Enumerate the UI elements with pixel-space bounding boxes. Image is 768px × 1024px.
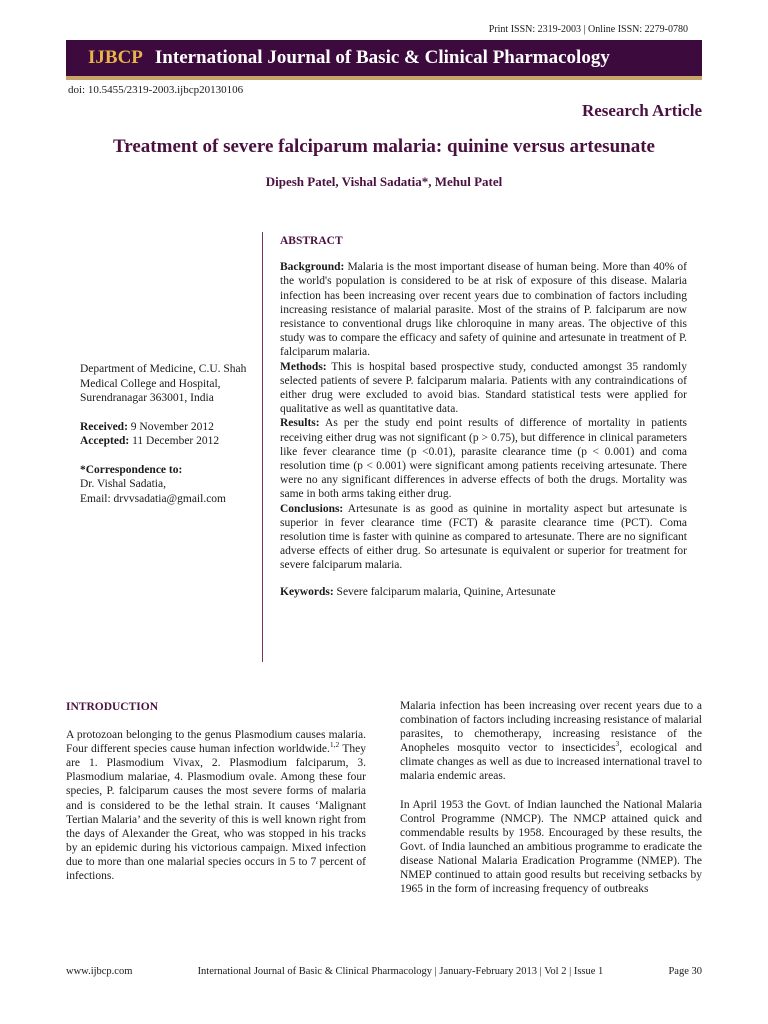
journal-banner: [66, 40, 702, 80]
received-label: Received:: [80, 420, 128, 433]
article-type: Research Article: [581, 101, 702, 120]
left-column: [66, 700, 366, 883]
abstract-block: [280, 234, 687, 599]
right-column: [400, 699, 702, 896]
footer-page-number: Page 30: [668, 966, 702, 977]
footer-citation: International Journal of Basic & Clinical Pharmacology | January-February 2013 | Vol 2 | Issue 1: [197, 966, 604, 977]
accepted-value: 11 December 2012: [129, 435, 220, 447]
abstract-heading: ABSTRACT: [280, 235, 343, 247]
keywords-label: Keywords:: [280, 585, 334, 598]
results-label: Results:: [280, 417, 320, 430]
conclusions-text: Artesunate is as good as quinine in mortality aspect but artesunate is superior in fever clearance time (FCT) & parasite clearance time (PCT). Coma resolution time is faster with quinine as compared to artesunate. There are no significant adverse effects of either drug. So artesunate is equivalent or superior for treatment for severe falciparum malaria.: [280, 502, 687, 572]
abstract-results: [280, 416, 687, 501]
page-footer: [66, 966, 702, 977]
abstract-keywords: [280, 585, 687, 599]
journal-name: International Journal of Basic & Clinical Pharmacology: [154, 47, 610, 68]
accepted-label: Accepted:: [80, 435, 130, 447]
affiliation-block: [80, 362, 250, 506]
background-text: Malaria is the most important disease of human being. More than 40% of the world's population is considered to be at risk of exposure of this disease. Malaria infection has been increasing over recent years due to combination of factors including increasing resistance of malarial parasite. Most of the strains of P. falciparum are now resistance to conventional drugs like chloroquine in many areas. The objective of this study was to compare the efficacy and safety of quinine and artesunate in treatment of P. falciparum malaria.: [280, 261, 687, 359]
citation-1-2: 1,2: [329, 740, 340, 750]
doi: doi: 10.5455/2319-2003.ijbcp20130106: [68, 84, 244, 96]
correspondence-email: Email: drvvsadatia@gmail.com: [80, 492, 226, 505]
journal-abbreviation: IJBCP: [88, 47, 143, 68]
issn-line: Print ISSN: 2319-2003 | Online ISSN: 2279-0780: [488, 24, 688, 35]
correspondence-label: *Correspondence to:: [80, 463, 183, 476]
results-text: As per the study end point results of difference of mortality in patients receiving either drug was not significant (p > 0.75), but difference in clinical parameters like fever clearance time (p <0.01), parasite clearance time (p < 0.001) and coma resolution time (p < 0.001) were significant among patients receiving artesunate. There were no any significant differences in adverse effects of both the drugs. Mortality was same in both arms taking either drug.: [280, 417, 687, 501]
keywords-text: Severe falciparum malaria, Quinine, Artesunate: [333, 585, 556, 598]
received-value: 9 November 2012: [127, 420, 214, 433]
abstract-conclusions: [280, 502, 687, 573]
accepted-date: [80, 434, 250, 449]
methods-text: This is hospital based prospective study, conducted amongst 35 randomly selected patients of severe P. falciparum malaria. Patients with any contraindications of either drug were excluded to avoid bias. Standard statistical tests were applied for qualitative as well as quantitative data.: [280, 360, 687, 416]
article-authors: Dipesh Patel, Vishal Sadatia*, Mehul Patel: [265, 174, 503, 189]
abstract-methods: [280, 360, 687, 417]
received-date: [80, 420, 250, 435]
abstract-background: [280, 260, 687, 359]
column-divider: [262, 232, 263, 662]
intro-paragraph-1: A protozoan belonging to the genus Plasmodium causes malaria. Four different species cause human infection worldwide.$^{1,2}$ They are 1. Plasmodium Vivax, 2. Plasmodium falciparum, 3. Plasmodium malariae, 4. Plasmodium ovale. Among these four species, P. falciparum causes the most severe forms of malaria and is considered to be the lethal strain. It causes ‘Malignant Tertian Malaria’ and the severity of this is well known right from the days of Alexander the Great, who was stopped in his tracks by an epidemic during his victorious campaign. Mixed infection due to more than one malarial species occurs in 5 to 7 percent of infections.: [66, 729, 367, 883]
methods-label: Methods:: [280, 360, 327, 373]
footer-website[interactable]: www.ijbcp.com: [66, 966, 133, 977]
article-title: Treatment of severe falciparum malaria: quinine versus artesunate: [113, 136, 655, 157]
correspondence-name: Dr. Vishal Sadatia,: [80, 478, 166, 490]
intro-paragraph-2: Malaria infection has been increasing over recent years due to a combination of factors including increasing resistance of malarial parasites, to chemotherapy, increasing resistance of the Anopheles mosquito vector to insecticides$^3$, ecological and climate changes as well as due to increased international travel to malaria endemic areas.: [400, 700, 702, 783]
background-label: Background:: [280, 261, 345, 274]
conclusions-label: Conclusions:: [280, 502, 344, 515]
intro-paragraph-3: In April 1953 the Govt. of Indian launched the National Malaria Control Programme (NMCP). The NMCP attained quick and commendable results by 1958. Encouraged by these results, the Govt. of India launched an ambitious programme to eradicate the disease National Malaria Eradication Programme (NMEP). The NMEP continued to attain good results but receiving setbacks by 1965 in the form of increasing frequency of outbreaks: [400, 798, 702, 896]
department: Department of Medicine, C.U. Shah Medical College and Hospital, Surendranagar 363001, India: [80, 363, 247, 404]
introduction-heading: INTRODUCTION: [66, 701, 159, 713]
citation-3: 3: [615, 739, 620, 749]
